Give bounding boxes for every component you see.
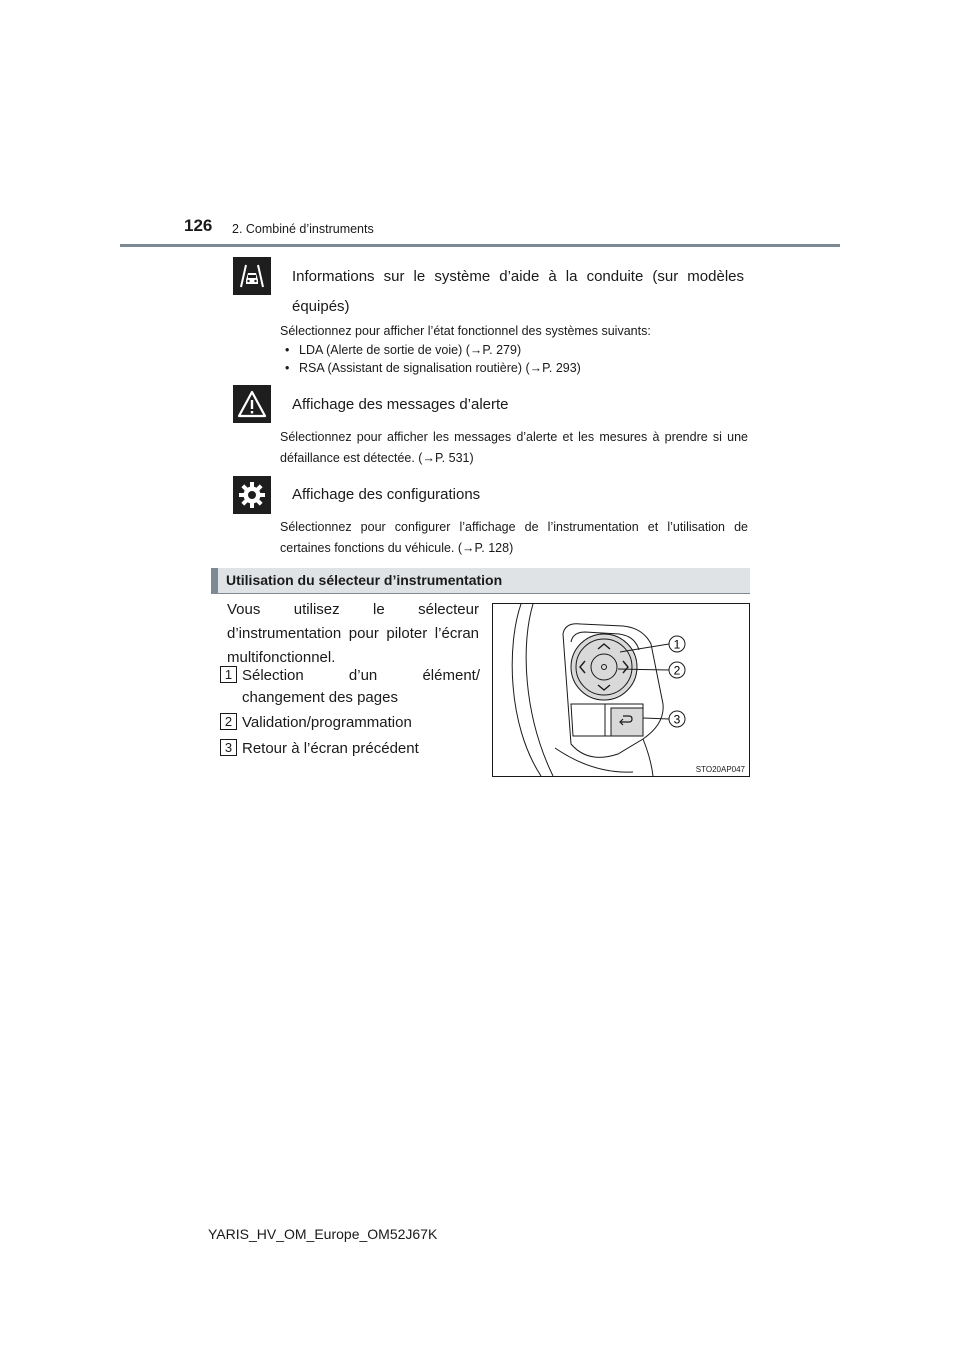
item-description-warning-messages: Sélectionnez pour afficher les messages d’alerte et les mesures à prendre si une défaillance est détectée. (→P. 531): [280, 430, 748, 465]
callout-3-label: 3: [673, 712, 681, 727]
steering-switch-illustration: [493, 604, 750, 777]
steering-switch-figure: [492, 603, 750, 777]
list-label-select-item: Sélection d’un élément/ changement des pages: [242, 667, 480, 706]
warning-triangle-icon: [233, 385, 271, 423]
item-title-configurations: Affichage des configurations: [292, 486, 481, 503]
subsection-intro: Vous utilisez le sélecteur d’instrumentation pour piloter l’écran multifonctionnel.: [227, 601, 479, 666]
item-title-warning-messages: Affichage des messages d’alerte: [292, 396, 509, 413]
item-description-configurations: Sélectionnez pour configurer l’affichage de l’instrumentation et l’utilisation de certaines fonctions du véhicule. (→P. 128): [280, 520, 748, 555]
subsection-header: [211, 568, 750, 594]
bullet-rsa: • RSA (Assistant de signalisation routière) (→P. 293): [285, 359, 581, 378]
list-label-validation: Validation/programmation: [242, 714, 412, 731]
subsection-title: Utilisation du sélecteur d’instrumentation: [226, 572, 503, 588]
driving-assist-car-lanes-icon: [233, 257, 271, 295]
page-number: 126: [184, 216, 213, 235]
bullet-lda: • LDA (Alerte de sortie de voie) (→P. 279): [285, 341, 521, 360]
item-description-driving-assist: Sélectionnez pour afficher l’état fonctionnel des systèmes suivants:: [280, 324, 651, 338]
list-number-2: 2: [220, 713, 237, 730]
list-label-return: Retour à l’écran précédent: [242, 740, 419, 757]
figure-code: STO20AP047: [695, 765, 745, 774]
gear-icon: [233, 476, 271, 514]
document-id: YARIS_HV_OM_Europe_OM52J67K: [208, 1226, 438, 1242]
list-number-1: 1: [220, 666, 237, 683]
list-number-3: 3: [220, 739, 237, 756]
callout-2-label: 2: [673, 663, 681, 678]
header-divider: [120, 244, 840, 247]
callout-1-label: 1: [673, 637, 681, 652]
section-title: 2. Combiné d’instruments: [232, 222, 374, 236]
item-title-driving-assist: Informations sur le système d’aide à la conduite (sur modèles équipés): [292, 268, 744, 315]
